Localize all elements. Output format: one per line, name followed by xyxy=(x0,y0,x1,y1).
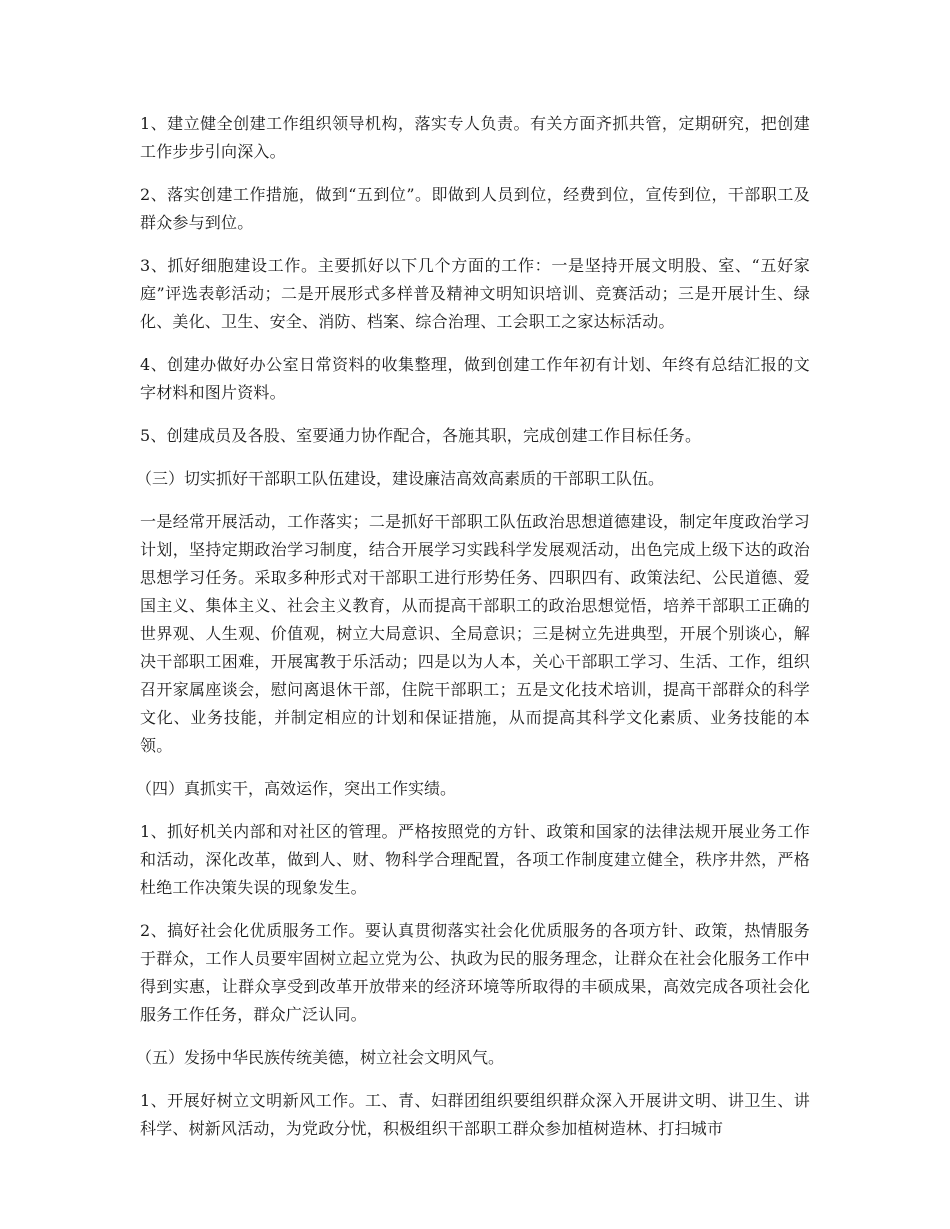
section-heading-4: （四）真抓实干，高效运作，突出工作实绩。 xyxy=(136,779,457,798)
paragraph-item-1: 1、建立健全创建工作组织领导机构，落实专人负责。有关方面齐抓共管，定期研究，把创建工作步步引向深入。 xyxy=(140,114,810,161)
paragraph-item-5: 5、创建成员及各股、室要通力协作配合，各施其职，完成创建工作目标任务。 xyxy=(140,426,702,445)
paragraph-section-5-item-1: 1、开展好树立文明新风工作。工、青、妇群团组织要组织群众深入开展讲文明、讲卫生、讲科学、树新风活动，为党政分忧，积极组织干部职工群众参加植树造林、打扫城市 xyxy=(140,1091,810,1138)
paragraph-item-3: 3、抓好细胞建设工作。主要抓好以下几个方面的工作：一是坚持开展文明股、室、“五好家庭”评选表彰活动；二是开展形式多样普及精神文明知识培训、竞赛活动；三是开展计生、绿化、美化、卫生、安全、消防、档案、综合治理、工会职工之家达标活动。 xyxy=(140,256,810,331)
paragraph-section-3-body: 一是经常开展活动，工作落实；二是抓好干部职工队伍政治思想道德建设，制定年度政治学习计划，坚持定期政治学习制度，结合开展学习实践科学发展观活动，出色完成上级下达的政治思想学习任务。采取多种形式对干部职工进行形势任务、四职四有、政策法纪、公民道德、爱国主义、集体主义、社会主义教育，从而提高干部职工的政治思想觉悟，培养干部职工正确的世界观、人生观、价值观，树立大局意识、全局意识；三是树立先进典型，开展个别谈心，解决干部职工困难，开展寓教于乐活动；四是以为人本，关心干部职工学习、生活、工作，组织召开家属座谈会，慰问离退休干部，住院干部职工；五是文化技术培训，提高干部群众的科学文化、业务技能，并制定相应的计划和保证措施，从而提高其科学文化素质、业务技能的本领。 xyxy=(140,512,810,755)
paragraph-item-2: 2、落实创建工作措施，做到“五到位”。即做到人员到位，经费到位，宣传到位，干部职工及群众参与到位。 xyxy=(140,185,810,232)
section-heading-3: （三）切实抓好干部职工队伍建设，建设廉洁高效高素质的干部职工队伍。 xyxy=(136,469,665,488)
paragraph-section-4-item-2: 2、搞好社会化优质服务工作。要认真贯彻落实社会化优质服务的各项方针、政策，热情服务于群众，工作人员要牢固树立起立党为公、执政为民的服务理念，让群众在社会化服务工作中得到实惠，让群众享受到改革开放带来的经济环境等所取得的丰硕成果，高效完成各项社会化服务工作任务，群众广泛认同。 xyxy=(140,921,810,1024)
paragraph-section-4-item-1: 1、抓好机关内部和对社区的管理。严格按照党的方针、政策和国家的法律法规开展业务工作和活动，深化改革，做到人、财、物科学合理配置，各项工作制度建立健全，秩序井然，严格杜绝工作决策失误的现象发生。 xyxy=(140,822,810,897)
paragraph-item-4: 4、创建办做好办公室日常资料的收集整理，做到创建工作年初有计划、年终有总结汇报的文字材料和图片资料。 xyxy=(140,355,810,402)
section-heading-5: （五）发扬中华民族传统美德，树立社会文明风气。 xyxy=(136,1048,505,1067)
